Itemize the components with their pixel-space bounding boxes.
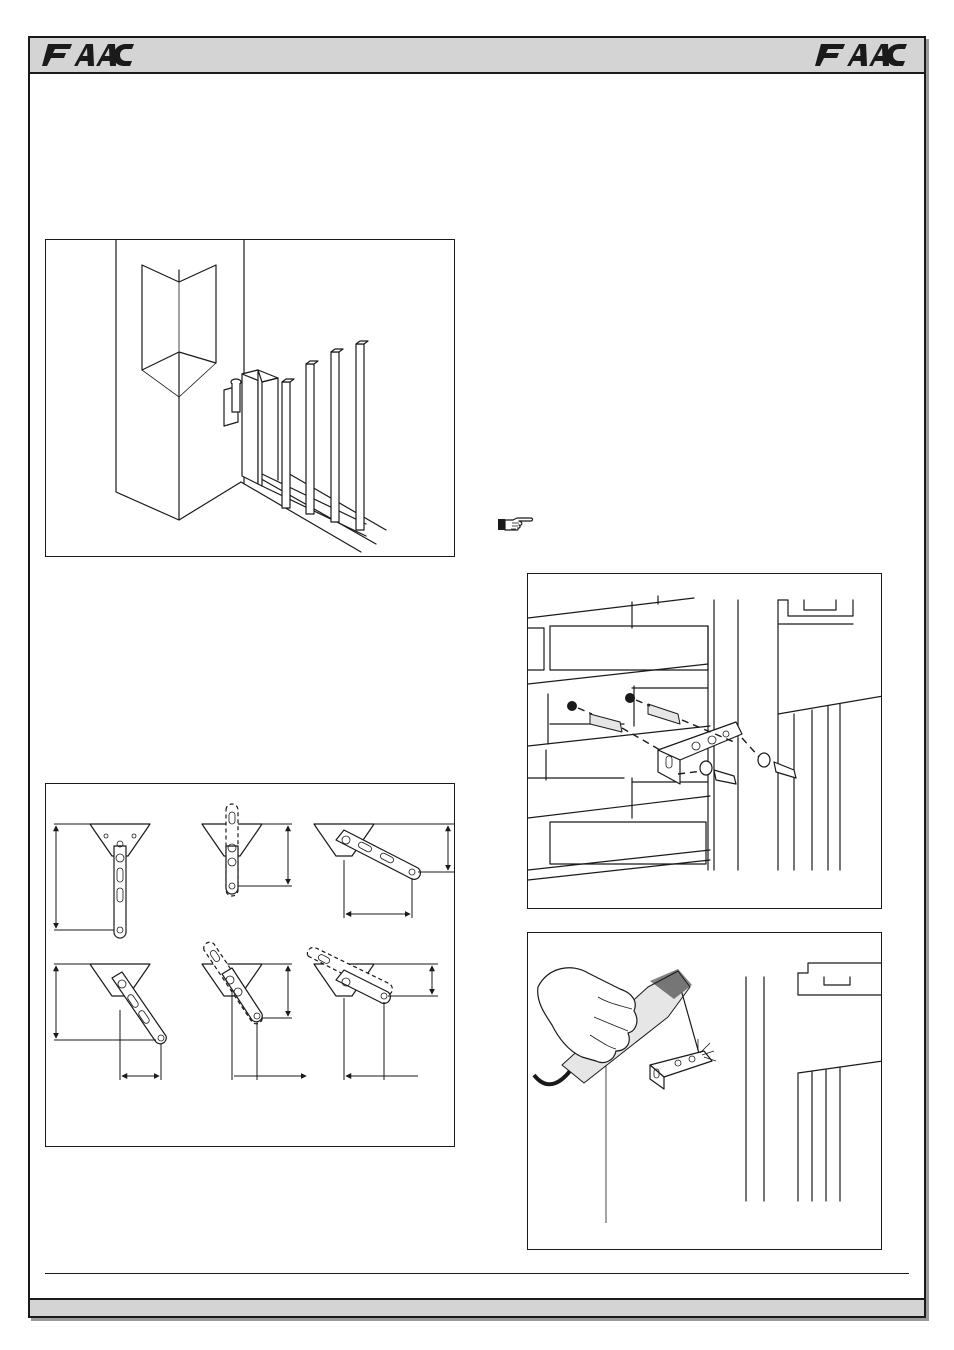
footer-rule	[45, 1273, 909, 1274]
header-bar	[28, 36, 926, 74]
figure-bracket-positions	[45, 783, 455, 1147]
figure-gate-post	[45, 239, 455, 557]
footer-bar	[28, 1298, 926, 1318]
bracket-b	[202, 804, 292, 896]
figure-wall-mounting	[527, 573, 882, 909]
bracket-positions-illustration	[46, 784, 455, 1147]
bracket-f	[307, 947, 438, 1080]
bracket-d	[54, 964, 166, 1080]
gate-post-illustration	[46, 240, 455, 557]
figure-welding	[527, 932, 882, 1250]
bracket-e	[202, 942, 306, 1080]
welding-illustration	[528, 933, 882, 1250]
faac-logo-right	[815, 44, 909, 66]
faac-logo-left	[42, 44, 136, 66]
bracket-a	[54, 824, 150, 938]
wall-fixing-illustration	[528, 574, 882, 909]
pointing-hand-icon	[497, 515, 535, 533]
bracket-c	[314, 824, 454, 918]
